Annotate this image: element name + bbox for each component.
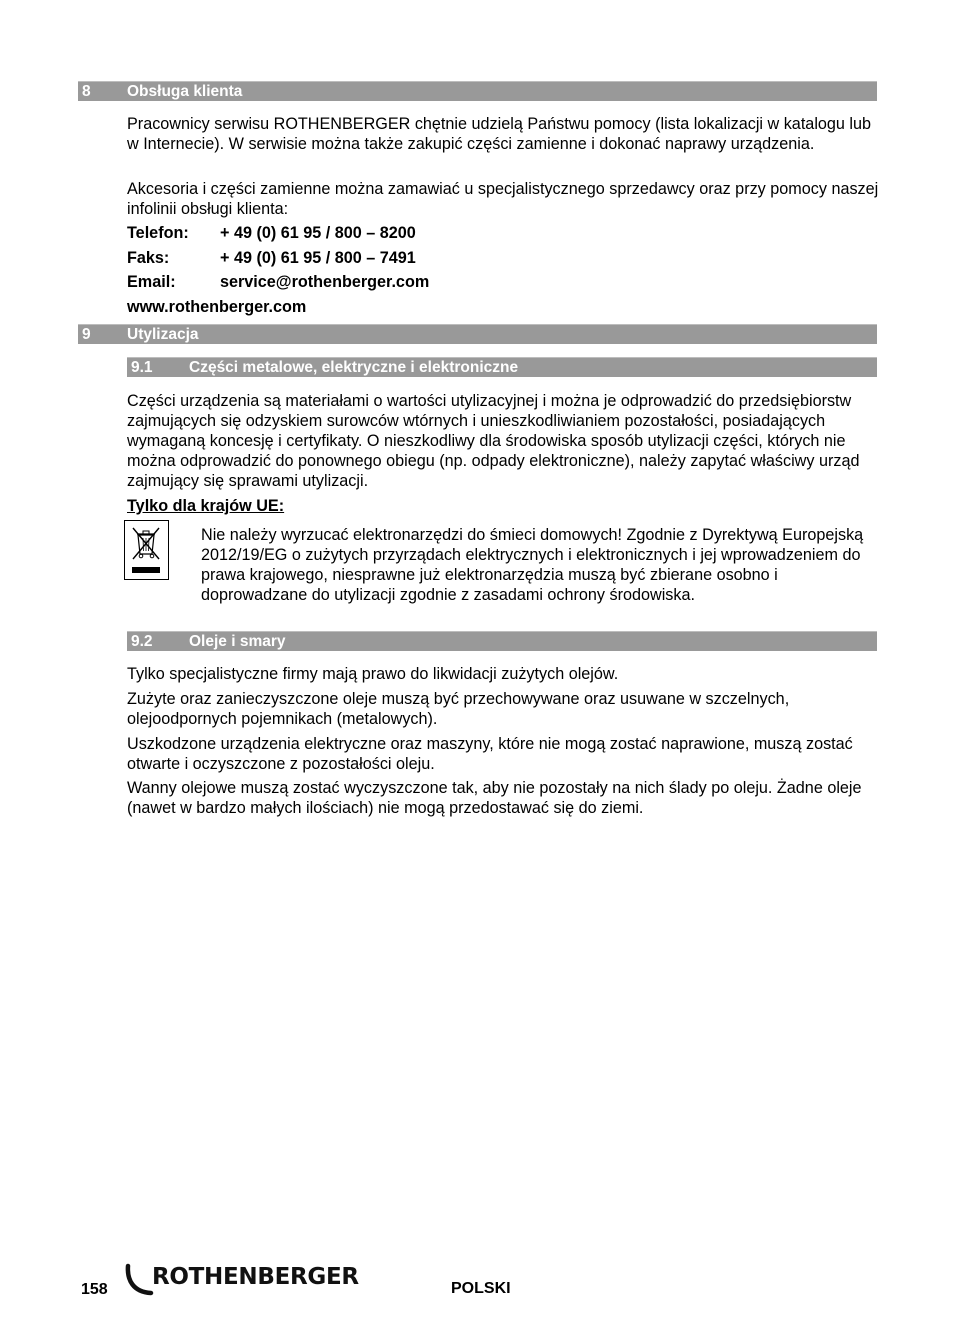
page-number: 158 xyxy=(81,1281,108,1298)
section-9-2-paragraph-1: Tylko specjalistyczne firmy mają prawo do likwidacji zużytych olejów. xyxy=(127,665,619,683)
eu-only-heading: Tylko dla krajów UE: xyxy=(127,497,285,515)
section-9-1-number: 9.1 xyxy=(131,359,153,376)
section-8-paragraph-1: Pracownicy serwisu ROTHENBERGER chętnie udzielą Państwu pomocy (lista lokalizacji w katalogu lub w Internecie). W serwisie można także zakupić części zamienne i dokonać naprawy urządzenia. xyxy=(127,115,872,153)
section-9-2-number: 9.2 xyxy=(131,633,153,650)
section-8-number: 8 xyxy=(82,83,91,100)
section-9-heading xyxy=(78,324,877,344)
section-8-heading xyxy=(78,81,877,101)
section-9-1-paragraph: Części urządzenia są materiałami o wartości utylizacyjnej i można je odprowadzić do przedsiębiorstw zajmujących się odzyskiem surowców wtórnych i unieszkodliwianiem pozostałości, posiadających wymaganą koncesję i certyfikaty. O nieszkodliwy dla środowiska sposób utylizacji części, których nie można odprowadzić do ponownego obiegu (np. odpady elektroniczne), należy zapytać właściwy urząd zajmujący się sprawami utylizacji. xyxy=(127,392,860,490)
logo-wordmark: ROTHENBERGER xyxy=(152,1264,359,1290)
weee-crossed-bin-icon xyxy=(124,520,169,580)
section-9-2-paragraph-3: Uszkodzone urządzenia elektryczne oraz maszyny, które nie mogą zostać naprawione, muszą zostać otwarte i oczyszczone z pozostałości oleju. xyxy=(127,735,853,773)
section-9-1-heading xyxy=(127,357,877,377)
section-9-2-paragraph-2: Zużyte oraz zanieczyszczone oleje muszą być przechowywane oraz usuwane w szczelnych, olejoodpornych pojemnikach (metalowych). xyxy=(127,690,790,728)
website-link[interactable]: www.rothenberger.com xyxy=(127,298,307,316)
contact-phone-label: Telefon: xyxy=(127,224,189,242)
section-9-1-title: Części metalowe, elektryczne i elektroniczne xyxy=(189,359,519,376)
contact-phone-value: + 49 (0) 61 95 / 800 – 8200 xyxy=(220,224,416,242)
contact-fax-label: Faks: xyxy=(127,249,170,267)
language-label: POLSKI xyxy=(451,1280,511,1297)
contact-phone-row xyxy=(127,223,416,243)
rothenberger-logo xyxy=(123,1260,363,1300)
contact-email-value[interactable]: service@rothenberger.com xyxy=(220,273,430,291)
contact-email-row xyxy=(127,272,429,292)
section-9-2-heading xyxy=(127,631,877,651)
section-9-2-paragraph-4: Wanny olejowe muszą zostać wyczyszczone tak, aby nie pozostały na nich ślady po oleju. Żadne oleje (nawet w bardzo małych ilościach) nie mogą przedostawać się do ziemi. xyxy=(127,779,862,817)
eu-disposal-paragraph: Nie należy wyrzucać elektronarzędzi do śmieci domowych! Zgodnie z Dyrektywą Europejską 2012/19/EG o zużytych przyrządach elektrycznych i elektronicznych i jej wprowadzeniem do prawa krajowego, niesprawne już elektronarzędzia muszą być zbierane osobno i doprowadzane do utylizacji zgodnie z zasadami ochrony środowiska. xyxy=(201,526,864,604)
contact-email-label: Email: xyxy=(127,273,176,291)
section-9-2-title: Oleje i smary xyxy=(189,633,286,650)
contact-fax-row xyxy=(127,248,416,268)
section-9-title: Utylizacja xyxy=(127,326,199,343)
section-8-title: Obsługa klienta xyxy=(127,83,243,100)
section-9-number: 9 xyxy=(82,326,91,343)
section-8-paragraph-2: Akcesoria i części zamienne można zamawiać u specjalistycznego sprzedawcy oraz przy pomocy naszej infolinii obsługi klienta: xyxy=(127,180,879,218)
contact-fax-value: + 49 (0) 61 95 / 800 – 7491 xyxy=(220,249,416,267)
